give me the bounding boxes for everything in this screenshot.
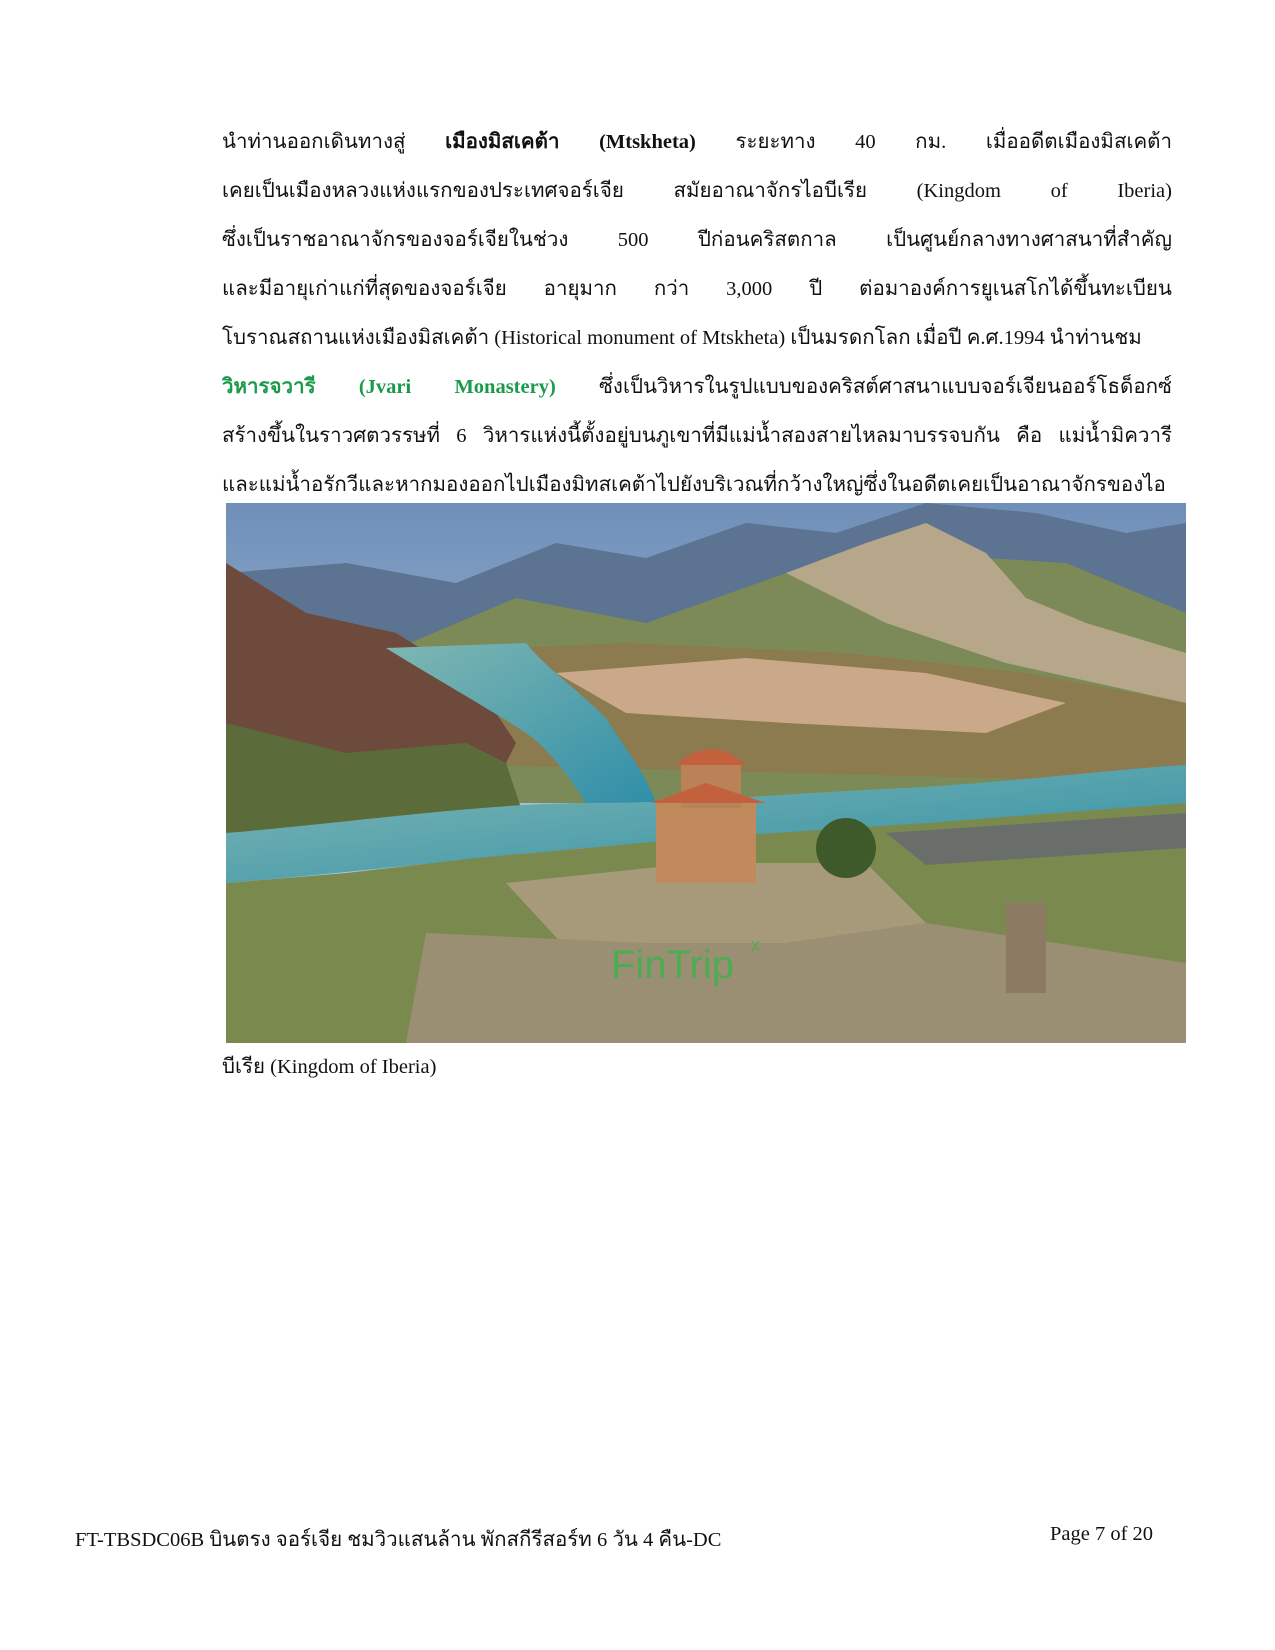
- text-segment: และมีอายุเก่าแก่ที่สุดของจอร์เจีย: [222, 278, 507, 300]
- text-segment: 6: [456, 425, 467, 447]
- footer-page-number: Page 7 of 20: [1050, 1523, 1154, 1545]
- text-segment: Iberia): [1117, 180, 1172, 202]
- fintrip-watermark-mark: x: [751, 935, 760, 955]
- text-segment: และแม่น้ำอรักวีและหากมองออกไปเมืองมิทสเคต้าไปยังบริเวณที่กว้างใหญ่ซึ่งในอดีตเคยเป็นอาณาจักรของไอ: [222, 474, 1166, 496]
- text-segment: เคยเป็นเมืองหลวงแห่งแรกของประเทศจอร์เจีย: [222, 180, 624, 202]
- text-segment: of: [1050, 180, 1068, 202]
- text-segment: ต่อมาองค์การยูเนสโกได้ขึ้นทะเบียน: [859, 278, 1172, 300]
- distance-value: 40: [855, 131, 876, 153]
- text-segment: คือ: [1016, 425, 1043, 447]
- text-segment: โบราณสถานแห่งเมืองมิสเคต้า (Historical monument of Mtskheta) เป็นมรดกโลก เมื่อปี ค.ศ.1994 นำท่านชม: [222, 327, 1142, 349]
- text-segment: นำท่านออกเดินทางสู่: [222, 131, 406, 153]
- text-segment: เป็นศูนย์กลางทางศาสนาที่สำคัญ: [886, 229, 1172, 251]
- text-segment: กว่า: [653, 278, 690, 300]
- footer-doc-code: FT-TBSDC06B บินตรง จอร์เจีย ชมวิวแสนล้าน พักสกีรีสอร์ท 6 วัน 4 คืน-DC: [75, 1529, 722, 1551]
- jvari-monastery-photo: [226, 503, 1186, 1043]
- text-segment: สมัยอาณาจักรไอบีเรีย: [673, 180, 867, 202]
- text-segment: ปีก่อนคริสตกาล: [697, 229, 837, 251]
- text-line: [222, 167, 1172, 216]
- text-line: [222, 412, 1172, 461]
- text-segment: (Kingdom: [916, 180, 1001, 202]
- place-name-mtskheta-thai: เมืองมิสเคต้า: [445, 131, 560, 153]
- text-segment: วิหารแห่งนี้ตั้งอยู่บนภูเขาที่มีแม่น้ำสองสายไหลมาบรรจบกัน: [482, 425, 1000, 447]
- landscape-illustration: [226, 503, 1186, 1043]
- text-segment: แม่น้ำมิควารี: [1058, 425, 1172, 447]
- text-segment: ซึ่งเป็นราชอาณาจักรของจอร์เจียในช่วง: [222, 229, 569, 251]
- monastery-walls: [656, 803, 756, 883]
- text-line: [222, 216, 1172, 265]
- itinerary-paragraph: [222, 118, 1172, 510]
- text-segment: เมื่ออดีตเมืองมิสเคต้า: [985, 131, 1172, 153]
- text-line: [222, 118, 1172, 167]
- image-caption: บีเรีย (Kingdom of Iberia): [222, 1056, 437, 1078]
- place-name-jvari-thai: วิหารจวารี: [222, 376, 316, 398]
- text-segment: ซึ่งเป็นวิหารในรูปแบบของคริสต์ศาสนาแบบจอร์เจียนออร์โธด็อกซ์: [599, 376, 1172, 398]
- text-segment: สร้างขึ้นในราวศตวรรษที่: [222, 425, 441, 447]
- place-name-jvari-en-2: Monastery): [454, 376, 556, 398]
- place-name-mtskheta-en: (Mtskheta): [599, 131, 696, 153]
- text-line: [222, 314, 1172, 363]
- text-segment: อายุมาก: [543, 278, 617, 300]
- place-name-jvari-en-1: (Jvari: [358, 376, 412, 398]
- ruined-tower: [1006, 903, 1046, 993]
- fintrip-watermark: FinTrip: [611, 943, 734, 987]
- text-segment: ปี: [809, 278, 823, 300]
- text-segment: 500: [617, 229, 649, 251]
- text-line: [222, 265, 1172, 314]
- distance-unit: กม.: [915, 131, 947, 153]
- text-line: [222, 363, 1172, 412]
- tree: [816, 818, 876, 878]
- text-segment: 3,000: [726, 278, 773, 300]
- text-segment: ระยะทาง: [735, 131, 816, 153]
